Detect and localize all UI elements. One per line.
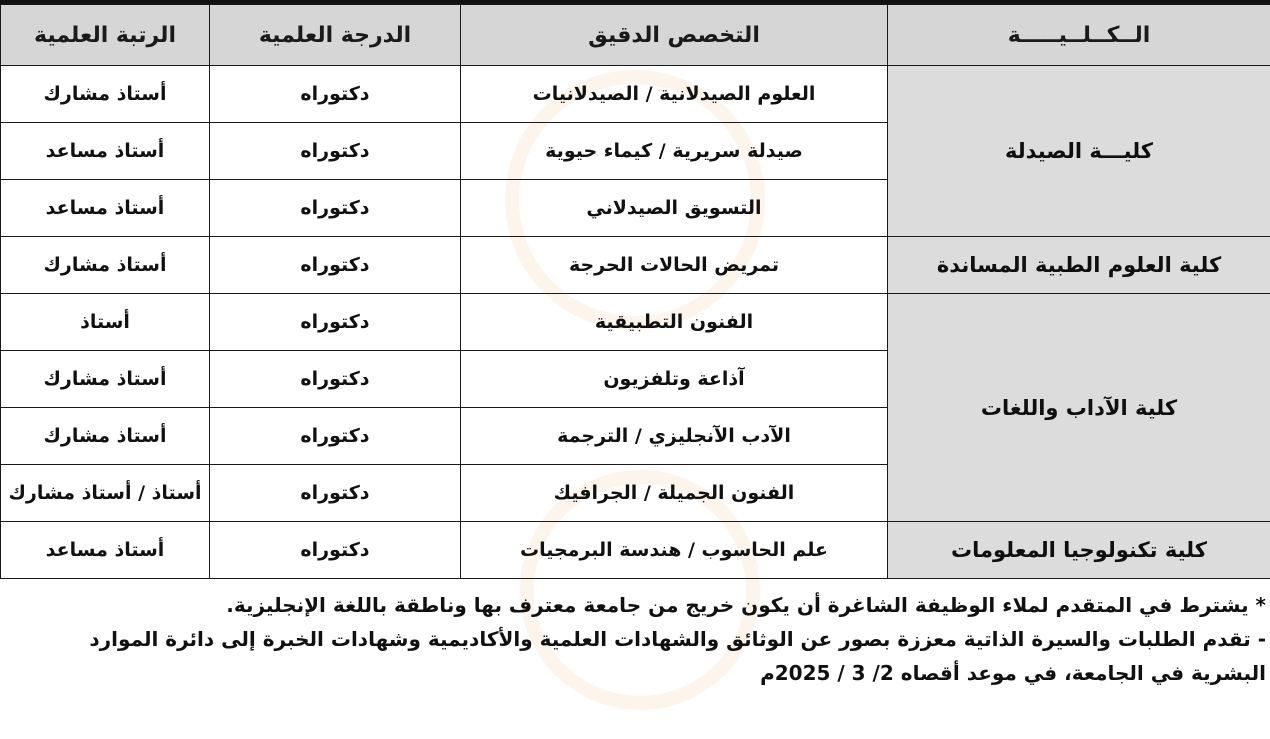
- rank-cell: أستاذ مساعد: [1, 522, 210, 579]
- specialization-cell: آذاعة وتلفزيون: [461, 351, 888, 408]
- college-cell-information-technology: كلية تكنولوجيا المعلومات: [888, 522, 1270, 579]
- rank-cell: أستاذ مساعد: [1, 123, 210, 180]
- degree-cell: دكتوراه: [210, 123, 461, 180]
- table-row: [1, 522, 1270, 579]
- rank-cell: أستاذ مساعد: [1, 180, 210, 237]
- table-row: [1, 237, 1270, 294]
- specialization-cell: التسويق الصيدلاني: [461, 180, 888, 237]
- degree-cell: دكتوراه: [210, 180, 461, 237]
- notes-section: [0, 582, 1270, 739]
- rank-cell: أستاذ مشارك: [1, 237, 210, 294]
- header-rank: الرتبة العلمية: [1, 5, 210, 66]
- rank-cell: أستاذ: [1, 294, 210, 351]
- header-degree: الدرجة العلمية: [210, 5, 461, 66]
- degree-cell: دكتوراه: [210, 66, 461, 123]
- college-cell-pharmacy: كليـــة الصيدلة: [888, 66, 1270, 237]
- header-college: الــكــلــيـــــة: [888, 5, 1270, 66]
- degree-cell: دكتوراه: [210, 408, 461, 465]
- specialization-cell: تمريض الحالات الحرجة: [461, 237, 888, 294]
- degree-cell: دكتوراه: [210, 351, 461, 408]
- specialization-cell: الفنون الجميلة / الجرافيك: [461, 465, 888, 522]
- rank-cell: أستاذ مشارك: [1, 351, 210, 408]
- note-language-requirement: * يشترط في المتقدم لملاء الوظيفة الشاغرة أن يكون خريج من جامعة معترف بها وناطقة باللغة الإنجليزية.: [226, 593, 1266, 617]
- degree-cell: دكتوراه: [210, 237, 461, 294]
- rank-cell: أستاذ مشارك: [1, 408, 210, 465]
- degree-cell: دكتوراه: [210, 294, 461, 351]
- degree-cell: دكتوراه: [210, 522, 461, 579]
- positions-table: [0, 4, 1270, 579]
- degree-cell: دكتوراه: [210, 465, 461, 522]
- table-row: [1, 294, 1270, 351]
- specialization-cell: صيدلة سريرية / كيماء حيوية: [461, 123, 888, 180]
- table-header-row: [1, 5, 1270, 66]
- specialization-cell: العلوم الصيدلانية / الصيدلانيات: [461, 66, 888, 123]
- rank-cell: أستاذ / أستاذ مشارك: [1, 465, 210, 522]
- specialization-cell: علم الحاسوب / هندسة البرمجيات: [461, 522, 888, 579]
- header-specialization: التخصص الدقيق: [461, 5, 888, 66]
- college-cell-medical-sciences: كلية العلوم الطبية المساندة: [888, 237, 1270, 294]
- specialization-cell: الفنون التطبيقية: [461, 294, 888, 351]
- note-application-instructions: - تقدم الطلبات والسيرة الذاتية معززة بصور عن الوثائق والشهادات العلمية والأكاديمية وشهادات الخبرة إلى دائرة الموارد البشرية في الجامعة، في موعد أقصاه 2/ 3 / 2025م: [89, 627, 1266, 685]
- rank-cell: أستاذ مشارك: [1, 66, 210, 123]
- table-row: [1, 66, 1270, 123]
- specialization-cell: الآدب الآنجليزي / الترجمة: [461, 408, 888, 465]
- college-cell-arts-languages: كلية الآداب واللغات: [888, 294, 1270, 522]
